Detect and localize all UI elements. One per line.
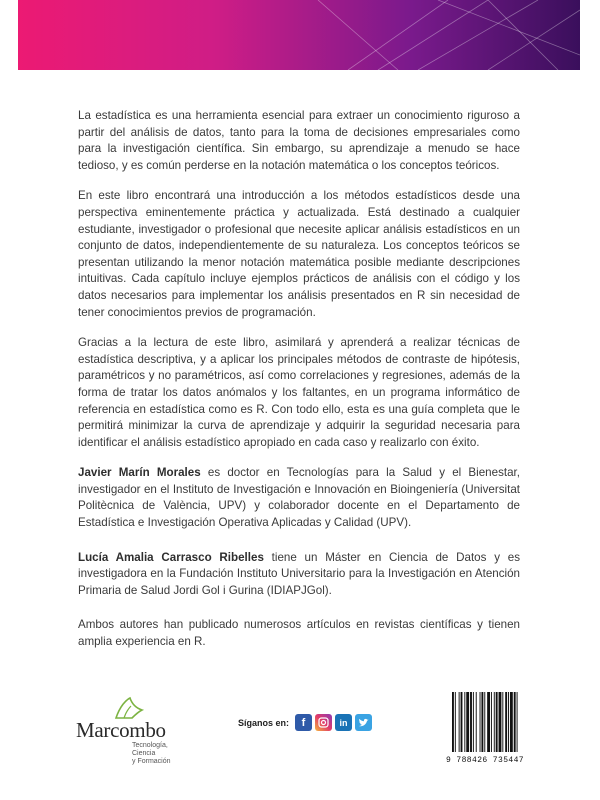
description-paragraph: En este libro encontrará una introducción a los métodos estadísticos desde una perspectiva eminentemente práctica y actualizada. Está destinado a cualquier estudiante, investigador o profesional que necesite aplicar análisis estadísticos en un conjunto de datos, independientemente de su naturaleza. Los conceptos teóricos se presentan utilizando la menor notación matemática posible mediante descripciones intuitivas. Cada capítulo incluye ejemplos prácticos de análisis con el código y los datos necesarios para implementar los análisis presentados en R sin necesidad de tener conocimientos previos de programación. — [78, 189, 520, 319]
barcode-bar — [470, 692, 472, 752]
facebook-icon[interactable]: f — [295, 714, 312, 731]
back-cover — [18, 0, 580, 800]
author-bio-text: es doctor en Tecnologías para la Salud y el Bienestar, investigador en el Instituto de Investigación e Innovación en Bioingeniería (Universitat Politècnica de València, UPV) y colaborador docente en el Departamento de Estadística e Investigación Operativa Aplicadas y Calidad (UPV). — [78, 466, 520, 530]
description-paragraph: La estadística es una herramienta esencial para extraer un conocimiento riguroso a partir del análisis de datos, tanto para la toma de decisiones empresariales como para la investigación científica. Sin embargo, su aprendizaje a menudo se hace tedioso, y es común perderse en la notación matemática o los conceptos teóricos. — [78, 109, 520, 172]
barcode-bar — [480, 692, 481, 752]
twitter-icon[interactable] — [355, 714, 372, 731]
barcode-bar — [508, 692, 509, 752]
author-name: Lucía Amalia Carrasco Ribelles — [78, 550, 264, 564]
banner-lines — [18, 0, 580, 70]
publisher-tagline — [132, 742, 171, 766]
barcode-bar — [461, 692, 463, 752]
barcode-bar — [466, 692, 469, 752]
description-paragraph: Gracias a la lectura de este libro, asimilará y aprenderá a realizar técnicas de estadística descriptiva, y a aplicar los principales métodos de contraste de hipótesis, paramétricos y no paramétricos, así como correlaciones y regresiones, además de la forma de tratar los datos anómalos y los faltantes, en un programa informático de referencia en estadística como es R. Con todo ello, esta es una guía completa que le permitirá minimizar la curva de aprendizaje y adquirir la seguridad necesaria para identificar el análisis estadístico apropiado en cada caso y realizarlo con éxito. — [78, 336, 520, 449]
publisher-mark-icon — [112, 696, 146, 720]
tagline-line: Ciencia — [132, 750, 156, 757]
isbn-barcode — [442, 688, 554, 770]
barcode-bar — [481, 692, 483, 752]
author-bio-text: tiene un Máster en Ciencia de Datos y es investigadora en la Fundación Instituto Universitario para la Investigación en Atención Primaria de Salud Jordi Gol i Gurina (IDIAPJGol). — [78, 550, 520, 597]
barcode-bar — [487, 692, 490, 752]
publisher-name: Marcombo — [76, 718, 166, 742]
social-links — [238, 714, 375, 731]
instagram-icon[interactable] — [315, 714, 332, 731]
back-cover-text — [78, 108, 520, 665]
barcode-bar — [514, 692, 516, 752]
tagline-line: y Formación — [132, 758, 171, 765]
tagline-line: Tecnología, — [132, 742, 168, 749]
barcode-bar — [505, 692, 507, 752]
footer — [18, 680, 580, 790]
barcode-bar — [494, 692, 495, 752]
barcode-bar — [473, 692, 474, 752]
barcode-bar — [452, 692, 454, 752]
author-name: Javier Marín Morales — [78, 466, 201, 480]
linkedin-icon[interactable]: in — [335, 714, 352, 731]
top-banner — [18, 0, 580, 70]
barcode-bar — [464, 692, 465, 752]
barcode-bar — [459, 692, 460, 752]
barcode-bar — [496, 692, 498, 752]
barcode-bars — [450, 692, 546, 754]
barcode-bar — [510, 692, 513, 752]
barcode-bar — [455, 692, 456, 752]
barcode-bar — [517, 692, 518, 752]
publisher-logo — [76, 696, 186, 766]
barcode-bar — [476, 692, 477, 752]
barcode-bar — [484, 692, 485, 752]
barcode-bar — [491, 692, 492, 752]
author-bio-2 — [78, 550, 520, 600]
isbn-number: 9 788426 735447 — [446, 756, 525, 765]
author-bio-1 — [78, 465, 520, 531]
closing-paragraph: Ambos autores han publicado numerosos artículos en revistas científicas y tienen amplia experiencia en R. — [78, 618, 520, 649]
social-label: Síganos en: — [238, 717, 290, 728]
barcode-bar — [499, 692, 502, 752]
barcode-bar — [502, 692, 503, 752]
